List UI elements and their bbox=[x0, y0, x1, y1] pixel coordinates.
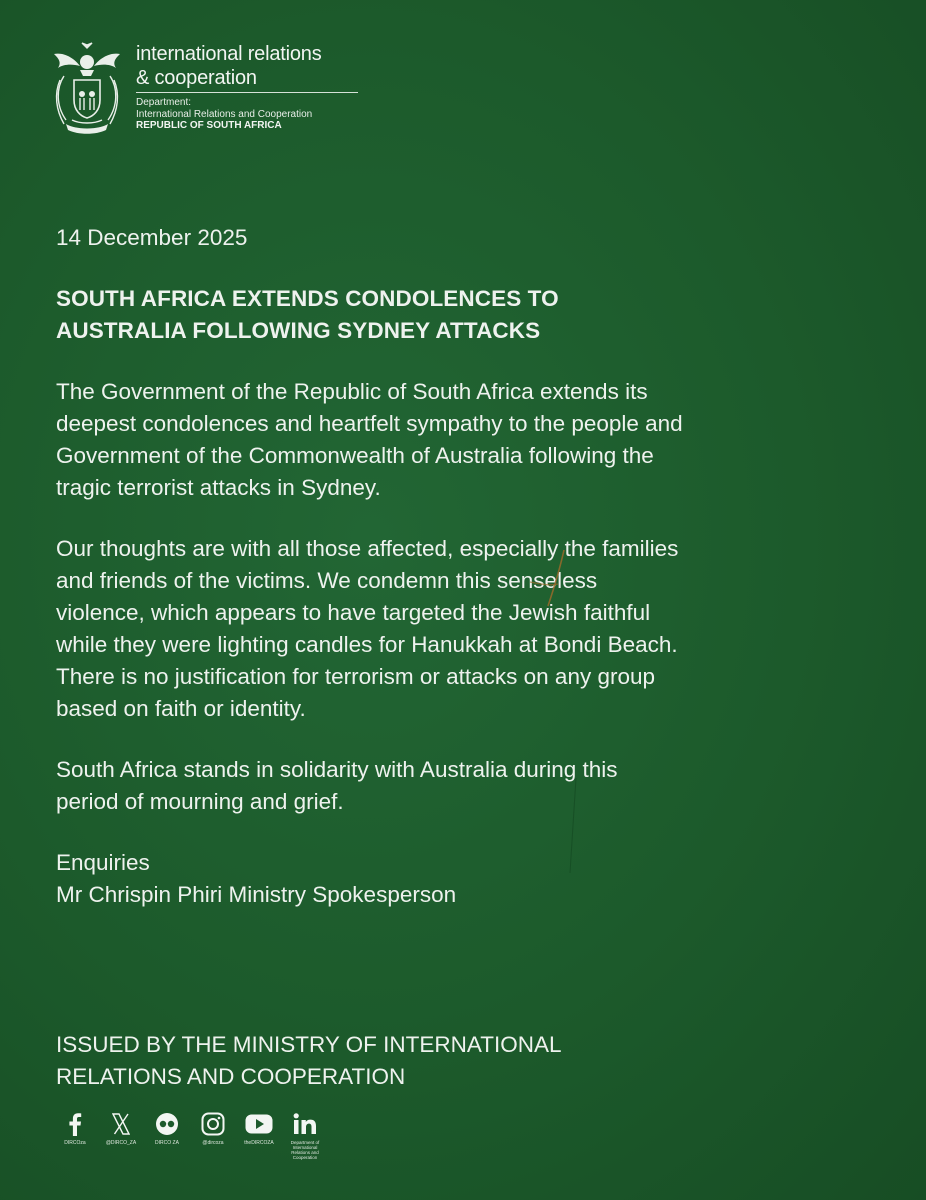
social-youtube[interactable] bbox=[236, 1110, 282, 1160]
social-handle: theDIRCOZA bbox=[244, 1140, 274, 1146]
issued-by-line: RELATIONS AND COOPERATION bbox=[56, 1064, 406, 1089]
paragraph-line: tragic terrorist attacks in Sydney. bbox=[56, 475, 381, 500]
enquiries-label: Enquiries bbox=[56, 850, 150, 875]
header-divider bbox=[136, 92, 358, 93]
social-x[interactable] bbox=[98, 1110, 144, 1160]
paragraph-line: Government of the Commonwealth of Australia following the bbox=[56, 443, 654, 468]
department-label: Department: bbox=[136, 97, 192, 108]
social-handle: @dircoza bbox=[202, 1140, 224, 1146]
instagram-icon[interactable] bbox=[199, 1110, 227, 1138]
enquiries-block bbox=[56, 847, 906, 911]
social-handle: DIRCOza bbox=[64, 1140, 86, 1146]
issued-by bbox=[56, 1029, 562, 1093]
social-linkedin[interactable] bbox=[282, 1110, 328, 1160]
country-name: REPUBLIC OF SOUTH AFRICA bbox=[136, 120, 282, 131]
paragraph-line: and friends of the victims. We condemn this senseless bbox=[56, 568, 598, 593]
paragraph-line: There is no justification for terrorism or attacks on any group bbox=[56, 664, 656, 689]
paragraph-line: period of mourning and grief. bbox=[56, 789, 344, 814]
paragraph-line: based on faith or identity. bbox=[56, 696, 306, 721]
paragraph-line: deepest condolences and heartfelt sympathy to the people and bbox=[56, 411, 683, 436]
social-links bbox=[52, 1110, 328, 1160]
department-name-block bbox=[136, 42, 376, 132]
x-icon[interactable] bbox=[107, 1110, 135, 1138]
department-title-line1: international relations bbox=[136, 43, 322, 65]
statement-body bbox=[56, 222, 906, 911]
paragraph-condolences bbox=[56, 376, 906, 504]
paragraph-line: Our thoughts are with all those affected, especially the families bbox=[56, 536, 679, 561]
social-facebook[interactable] bbox=[52, 1110, 98, 1160]
paragraph-solidarity bbox=[56, 754, 906, 818]
spokesperson-name: Mr Chrispin Phiri Ministry Spokesperson bbox=[56, 882, 457, 907]
paragraph-line: while they were lighting candles for Hanukkah at Bondi Beach. bbox=[56, 632, 678, 657]
social-handle: @DIRCO_ZA bbox=[105, 1140, 137, 1146]
headline-line: AUSTRALIA FOLLOWING SYDNEY ATTACKS bbox=[56, 318, 541, 343]
paragraph-line: South Africa stands in solidarity with Australia during this bbox=[56, 757, 618, 782]
social-handle: Department of International Relations and Cooperation bbox=[290, 1140, 320, 1160]
flickr-icon[interactable] bbox=[153, 1110, 181, 1138]
linkedin-icon[interactable] bbox=[291, 1110, 319, 1138]
issued-by-line: ISSUED BY THE MINISTRY OF INTERNATIONAL bbox=[56, 1032, 562, 1057]
department-full-name: International Relations and Cooperation bbox=[136, 108, 313, 120]
department-title-line2: & cooperation bbox=[136, 67, 257, 89]
paragraph-line: violence, which appears to have targeted the Jewish faithful bbox=[56, 600, 651, 625]
department-header bbox=[44, 40, 374, 140]
paragraph-line: The Government of the Republic of South Africa extends its bbox=[56, 379, 648, 404]
facebook-icon[interactable] bbox=[61, 1110, 89, 1138]
paragraph-condemnation bbox=[56, 533, 906, 725]
social-handle: DIRCO ZA bbox=[155, 1140, 179, 1146]
coat-of-arms-logo bbox=[44, 40, 130, 140]
statement-headline bbox=[56, 283, 906, 347]
social-instagram[interactable] bbox=[190, 1110, 236, 1160]
headline-line: SOUTH AFRICA EXTENDS CONDOLENCES TO bbox=[56, 286, 559, 311]
social-flickr[interactable] bbox=[144, 1110, 190, 1160]
youtube-icon[interactable] bbox=[245, 1110, 273, 1138]
statement-date: 14 December 2025 bbox=[56, 225, 248, 250]
